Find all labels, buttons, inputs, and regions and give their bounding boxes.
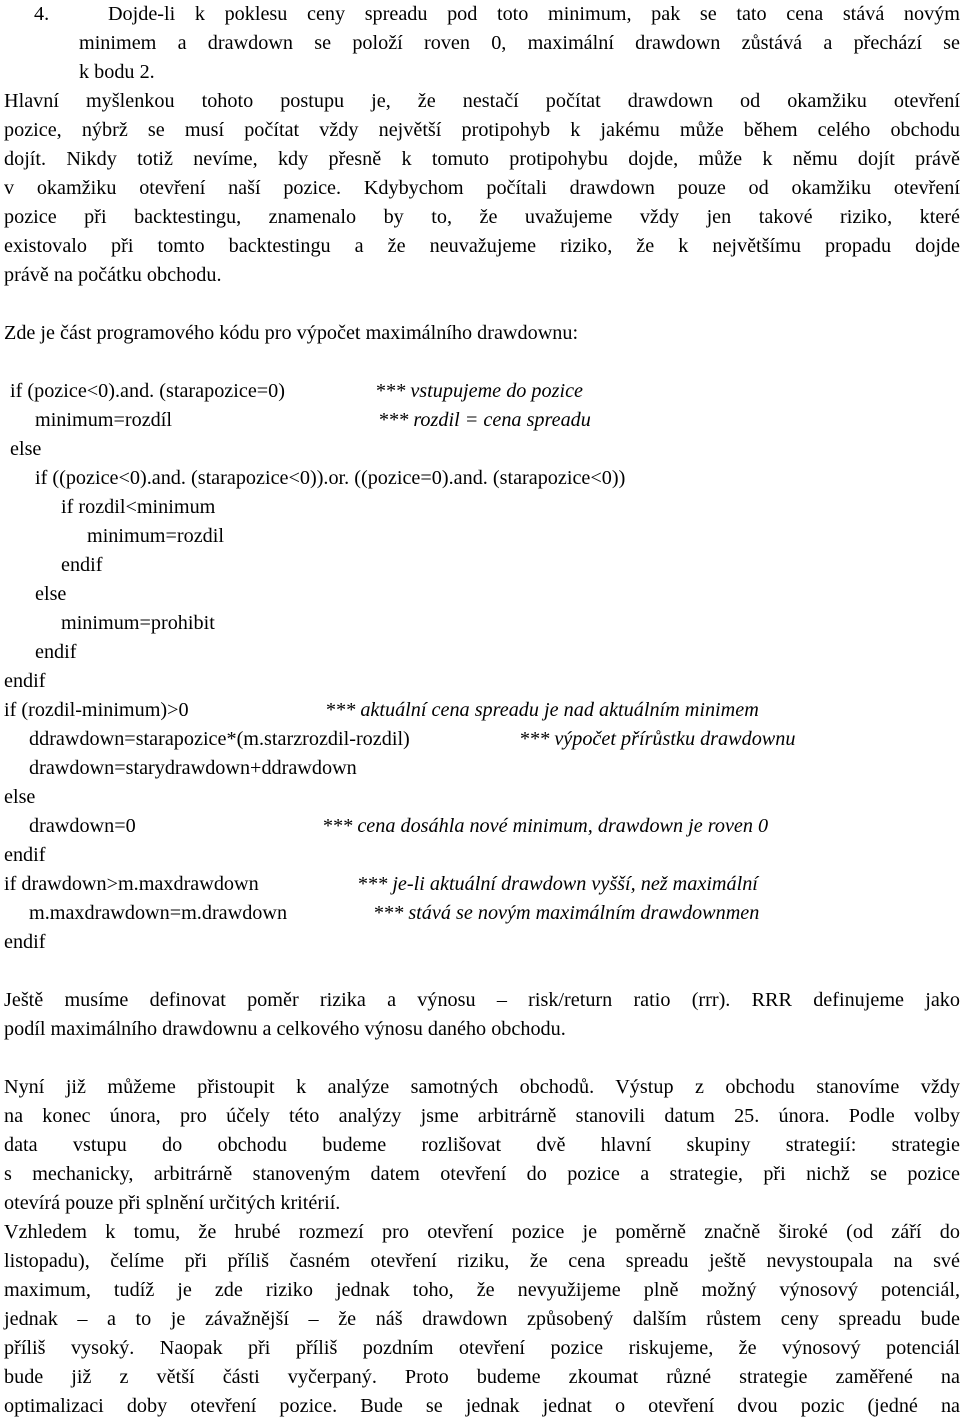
text-line: optimalizaci doby otevření pozice. Bude se jednak jednat o otevření dvou pozic (jedné na bbox=[4, 1395, 960, 1417]
code-intro: Zde je část programového kódu pro výpočet maximálního drawdownu: bbox=[4, 322, 579, 344]
code-line: else bbox=[10, 438, 42, 460]
code-comment: *** je-li aktuální drawdown vyšší, než maximální bbox=[357, 873, 758, 895]
code-line: m.maxdrawdown=m.drawdown bbox=[29, 902, 288, 924]
text-line: maximum, tudíž je zde riziko jednak toho, že nevyužijeme plně možný výnosový potenciál, bbox=[4, 1279, 960, 1301]
code-line: if ((pozice<0).and. (starapozice<0)).or. ((pozice=0).and. (starapozice<0)) bbox=[35, 467, 626, 489]
code-text: if (pozice<0).and. (starapozice=0) bbox=[10, 380, 285, 402]
text-line: otevírá pouze při splnění určitých kritérií. bbox=[4, 1192, 341, 1214]
code-line bbox=[35, 408, 172, 432]
text-line: existovalo při tomto backtestingu a že neuvažujeme riziko, že k největšímu propadu dojde bbox=[4, 235, 960, 257]
code-comment: *** rozdil = cena spreadu bbox=[378, 409, 591, 431]
code-line: if (rozdil-minimum)>0 bbox=[4, 699, 189, 721]
code-line: endif bbox=[4, 931, 46, 953]
code-line: endif bbox=[61, 554, 103, 576]
text-line: Vzhledem k tomu, že hrubé rozmezí pro otevření pozice je poměrně značně široké (od září do bbox=[4, 1221, 960, 1243]
text-line: jednak – a to je závažnější – že náš drawdown způsobený dalším růstem ceny spreadu bude bbox=[4, 1308, 960, 1330]
text-line: minimem a drawdown se položí roven 0, maximální drawdown zůstává a přechází se bbox=[79, 32, 960, 54]
code-line: ddrawdown=starapozice*(m.starzrozdil-rozdil) bbox=[29, 728, 410, 750]
code-line: minimum=rozdil bbox=[87, 525, 224, 547]
text-line: dojít. Nikdy totiž nevíme, kdy přesně k tomuto protipohybu dojde, může k němu dojít právě bbox=[4, 148, 960, 170]
code-comment: *** vstupujeme do pozice bbox=[375, 380, 583, 402]
code-line: endif bbox=[35, 641, 77, 663]
code-line: drawdown=starydrawdown+ddrawdown bbox=[29, 757, 357, 779]
text-line: listopadu), čelíme při příliš časném otevření riziku, že cena spreadu ještě nevystoupala na své bbox=[4, 1250, 960, 1272]
text-line: bude již z větší části vyčerpaný. Proto budeme zkoumat různé strategie zaměřené na bbox=[4, 1366, 960, 1388]
code-line: minimum=prohibit bbox=[61, 612, 215, 634]
code-line: if drawdown>m.maxdrawdown bbox=[4, 873, 259, 895]
text-line: pozice, nýbrž se musí počítat vždy největší protipohyb k jakému může během celého obchodu bbox=[4, 119, 960, 141]
text-line: právě na počátku obchodu. bbox=[4, 264, 222, 286]
text-line: pozice při backtestingu, znamenalo by to, že uvažujeme vždy jen takové riziko, které bbox=[4, 206, 960, 228]
text-line: data vstupu do obchodu budeme rozlišovat dvě hlavní skupiny strategií: strategie bbox=[4, 1134, 960, 1156]
code-line: endif bbox=[4, 670, 46, 692]
code-line: else bbox=[4, 786, 36, 808]
text-line: 4. Dojde-li k poklesu ceny spreadu pod toto minimum, pak se tato cena stává novým bbox=[34, 3, 960, 25]
code-text: minimum=rozdíl bbox=[35, 409, 172, 431]
text-line: Nyní již můžeme přistoupit k analýze samotných obchodů. Výstup z obchodu stanovíme vždy bbox=[4, 1076, 960, 1098]
text-line: k bodu 2. bbox=[79, 61, 155, 83]
text-line: s mechanicky, arbitrárně stanoveným datem otevření do pozice a strategie, při nichž se pozice bbox=[4, 1163, 960, 1185]
text-line: na konec února, pro účely této analýzy jsme arbitrárně stanovili datum 25. února. Podle volby bbox=[4, 1105, 960, 1127]
code-line: if rozdil<minimum bbox=[61, 496, 216, 518]
code-comment: *** cena dosáhla nové minimum, drawdown je roven 0 bbox=[322, 815, 769, 837]
code-line: else bbox=[35, 583, 67, 605]
code-comment: *** výpočet přírůstku drawdownu bbox=[519, 728, 796, 750]
text-line: Hlavní myšlenkou tohoto postupu je, že nestačí počítat drawdown od okamžiku otevření bbox=[4, 90, 960, 112]
text-line: podíl maximálního drawdownu a celkového výnosu daného obchodu. bbox=[4, 1018, 566, 1040]
text-line: příliš vysoký. Naopak při příliš pozdním otevření pozice riskujeme, že výnosový potenciál bbox=[4, 1337, 960, 1359]
text-line: v okamžiku otevření naší pozice. Kdybychom počítali drawdown pouze od okamžiku otevření bbox=[4, 177, 960, 199]
code-comment: *** stává se novým maximálním drawdownmen bbox=[373, 902, 760, 924]
text-line: Ještě musíme definovat poměr rizika a výnosu – risk/return ratio (rrr). RRR definujeme jako bbox=[4, 989, 960, 1011]
code-line: drawdown=0 bbox=[29, 815, 136, 837]
code-line: endif bbox=[4, 844, 46, 866]
code-line bbox=[10, 379, 285, 403]
code-comment: *** aktuální cena spreadu je nad aktuálním minimem bbox=[325, 699, 759, 721]
